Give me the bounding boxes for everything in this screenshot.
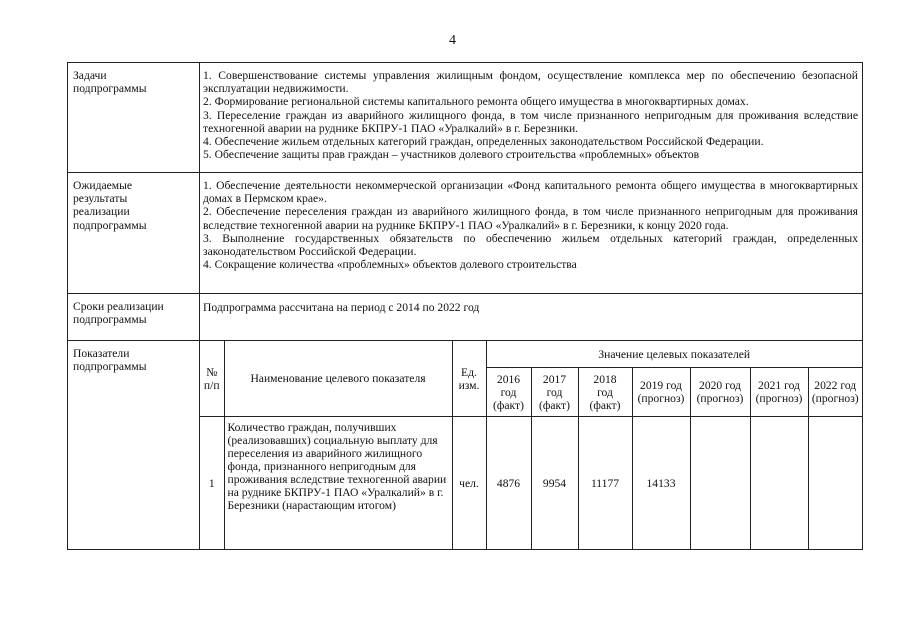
- cell-num: 1: [200, 417, 224, 550]
- page-number: 4: [449, 33, 456, 48]
- indicators-label: Показатели подпрограммы: [68, 341, 200, 550]
- cell-value-2021: [750, 417, 808, 550]
- year-header-2017: 2017 год (факт): [531, 368, 578, 417]
- result-item: 2. Обеспечение переселения граждан из аварийного жилищного фонда, в том числе признанного непригодным для проживания вследствие техногенной аварии на руднике БКПРУ-1 ПАО «Уралкалий» в г. Березники, к концу 2020 года.: [203, 205, 858, 232]
- result-item: 4. Сокращение количества «проблемных» объектов долевого строительства: [203, 258, 577, 272]
- results-content: [200, 173, 863, 294]
- year-header-2020: 2020 год (прогноз): [690, 368, 750, 417]
- task-item: 2. Формирование региональной системы капитального ремонта общего имущества в многоквартирных домах.: [203, 95, 749, 109]
- cell-indicator-name: Количество граждан, получивших (реализовавших) социальную выплату для переселения из аварийного жилищного фонда, признанного непригодным для проживания вследствие техногенной аварии на руднике БКПРУ-1 ПАО «Уралкалий» в г. Березники (нарастающим итогом): [224, 417, 452, 550]
- result-item: 1. Обеспечение деятельности некоммерческой организации «Фонд капитального ремонта общего имущества в многоквартирных домах в Пермском крае».: [203, 179, 858, 206]
- indicators-header-row: [200, 341, 862, 368]
- period-content: Подпрограмма рассчитана на период с 2014 по 2022 год: [200, 294, 863, 341]
- tasks-content: [200, 63, 863, 173]
- period-label: Сроки реализации подпрограммы: [68, 294, 200, 341]
- tasks-label: Задачи подпрограммы: [68, 63, 200, 173]
- cell-value-2018: 11177: [578, 417, 632, 550]
- indicators-row: [68, 341, 863, 550]
- indicators-content: [200, 341, 863, 550]
- period-row: [68, 294, 863, 341]
- subprogram-passport-table: [67, 62, 863, 550]
- cell-value-2020: [690, 417, 750, 550]
- year-header-2022: 2022 год (прогноз): [808, 368, 862, 417]
- col-header-unit: Ед. изм.: [452, 341, 486, 417]
- results-row: [68, 173, 863, 294]
- cell-value-2017: 9954: [531, 417, 578, 550]
- cell-value-2019: 14133: [632, 417, 690, 550]
- col-header-name: Наименование целевого показателя: [224, 341, 452, 417]
- task-item: 4. Обеспечение жильем отдельных категорий граждан, определенных законодательством Российской Федерации.: [203, 135, 764, 149]
- cell-value-2022: [808, 417, 862, 550]
- results-label: Ожидаемые результаты реализации подпрограммы: [68, 173, 200, 294]
- task-item: 1. Совершенствование системы управления жилищным фондом, осуществление комплекса мер по обеспечению безопасной эксплуатации недвижимости.: [203, 69, 858, 96]
- col-header-num: № п/п: [200, 341, 224, 417]
- tasks-row: [68, 63, 863, 173]
- year-header-2019: 2019 год (прогноз): [632, 368, 690, 417]
- cell-value-2016: 4876: [486, 417, 531, 550]
- cell-unit: чел.: [452, 417, 486, 550]
- year-header-2016: 2016 год (факт): [486, 368, 531, 417]
- result-item: 3. Выполнение государственных обязательств по обеспечению жильем отдельных категорий граждан, определенных законодательством Российской Федерации.: [203, 231, 858, 259]
- year-header-2018: 2018 год (факт): [578, 368, 632, 417]
- col-header-values: Значение целевых показателей: [486, 341, 862, 368]
- indicators-table: [200, 341, 862, 549]
- task-item: 5. Обеспечение защиты прав граждан – участников долевого строительства «проблемных» объектов: [203, 148, 700, 162]
- year-header-2021: 2021 год (прогноз): [750, 368, 808, 417]
- task-item: 3. Переселение граждан из аварийного жилищного фонда, в том числе признанного непригодным для проживания вследствие техногенной аварии на руднике БКПРУ-1 ПАО «Уралкалий» в г. Березники.: [203, 108, 858, 135]
- table-row: [200, 417, 862, 550]
